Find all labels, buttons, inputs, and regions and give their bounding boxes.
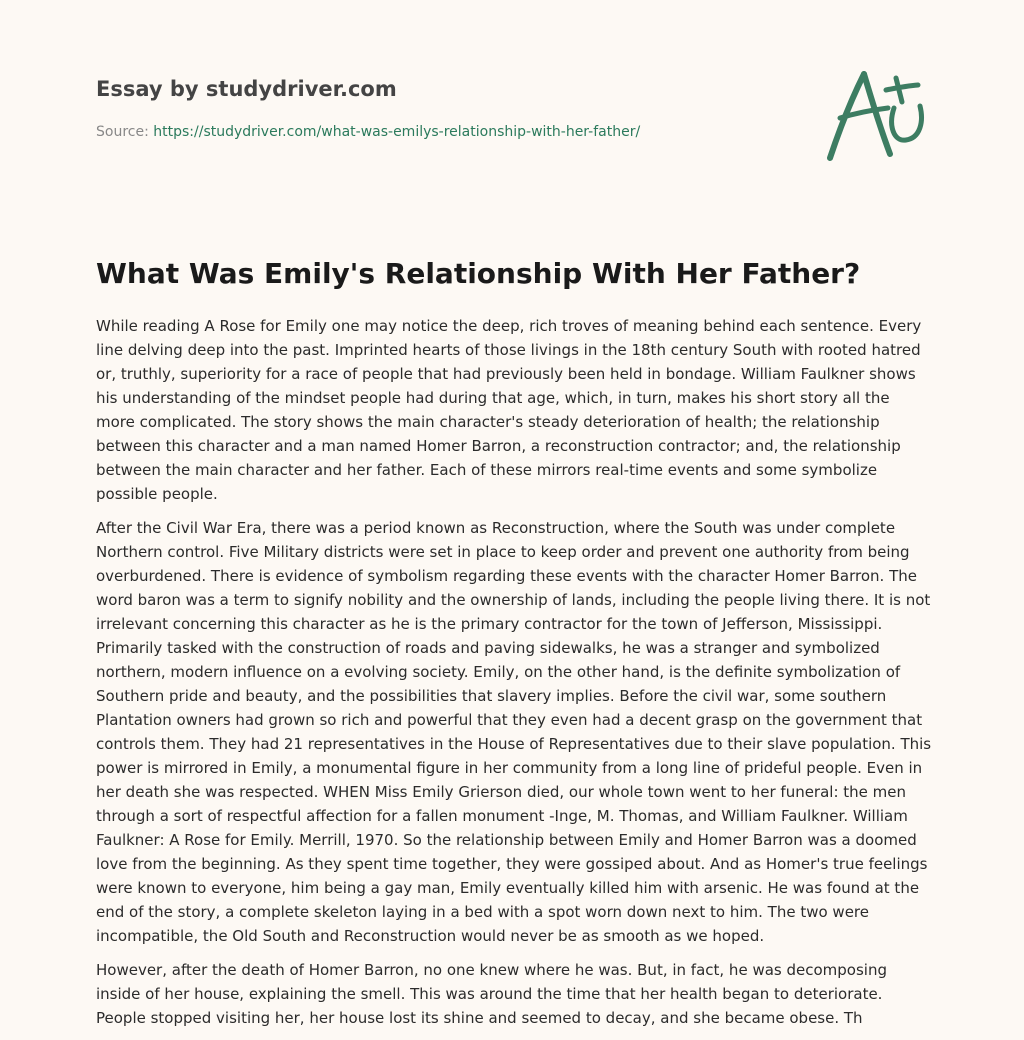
source-link[interactable]: https://studydriver.com/what-was-emilys-relationship-with-her-father/ bbox=[153, 124, 641, 140]
essay-paragraph: However, after the death of Homer Barron, no one knew where he was. But, in fact, he was decomposing inside of her house, explaining the smell. This was around the time that her health began to deteriorate. People stopped visiting her, her house lost its shine and seemed to decay, and she became obese. Th bbox=[96, 961, 887, 1027]
a-plus-grade-icon bbox=[822, 68, 928, 164]
page-header bbox=[96, 74, 796, 142]
essay-paragraph: After the Civil War Era, there was a period known as Reconstruction, where the South was under complete Northern control. Five Military districts were set in place to keep order and prevent one authority from being overburdened. There is evidence of symbolism regarding these events with the character Homer Barron. The word baron was a term to signify nobility and the ownership of lands, including the people living there. It is not irrelevant concerning this character as he is the primary contractor for the town of Jefferson, Mississippi. Primarily tasked with the construction of roads and paving sidewalks, he was a stranger and symbolized northern, modern influence on a evolving society. Emily, on the other hand, is the definite symbolization of Southern pride and beauty, and the possibilities that slavery implies. Before the civil war, some southern Plantation owners had grown so rich and powerful that they even had a decent grasp on the government that controls them. They had 21 representatives in the House of Representatives due to their slave population. This power is mirrored in Emily, a monumental figure in her community from a long line of prideful people. Even in her death she was respected. WHEN Miss Emily Grierson died, our whole town went to her funeral: the men through a sort of respectful affection for a fallen monument -Inge, M. Thomas, and William Faulkner. William Faulkner: A Rose for Emily. Merrill, 1970. So the relationship between Emily and Homer Barron was a doomed love from the beginning. As they spent time together, they were gossiped about. And as Homer's true feelings were known to everyone, him being a gay man, Emily eventually killed him with arsenic. He was found at the end of the story, a complete skeleton laying in a bed with a spot worn down next to him. The two were incompatible, the Old South and Reconstruction would never be as smooth as we hoped. bbox=[96, 519, 932, 945]
essay-body bbox=[96, 314, 932, 1040]
source-line bbox=[96, 122, 796, 142]
essay-title: What Was Emily's Relationship With Her Father? bbox=[96, 257, 861, 290]
site-brand: Essay by studydriver.com bbox=[96, 77, 397, 101]
essay-paragraph: While reading A Rose for Emily one may notice the deep, rich troves of meaning behind each sentence. Every line delving deep into the past. Imprinted hearts of those livings in the 18th century South with rooted hatred or, truthly, superiority for a race of people that had previously been held in bondage. William Faulkner shows his understanding of the mindset people had during that age, which, in turn, makes his short story all the more complicated. The story shows the main character's steady deterioration of health; the relationship between this character and a man named Homer Barron, a reconstruction contractor; and, the relationship between the main character and her father. Each of these mirrors real-time events and some symbolize possible people. bbox=[96, 317, 922, 503]
source-label: Source: bbox=[96, 124, 149, 140]
